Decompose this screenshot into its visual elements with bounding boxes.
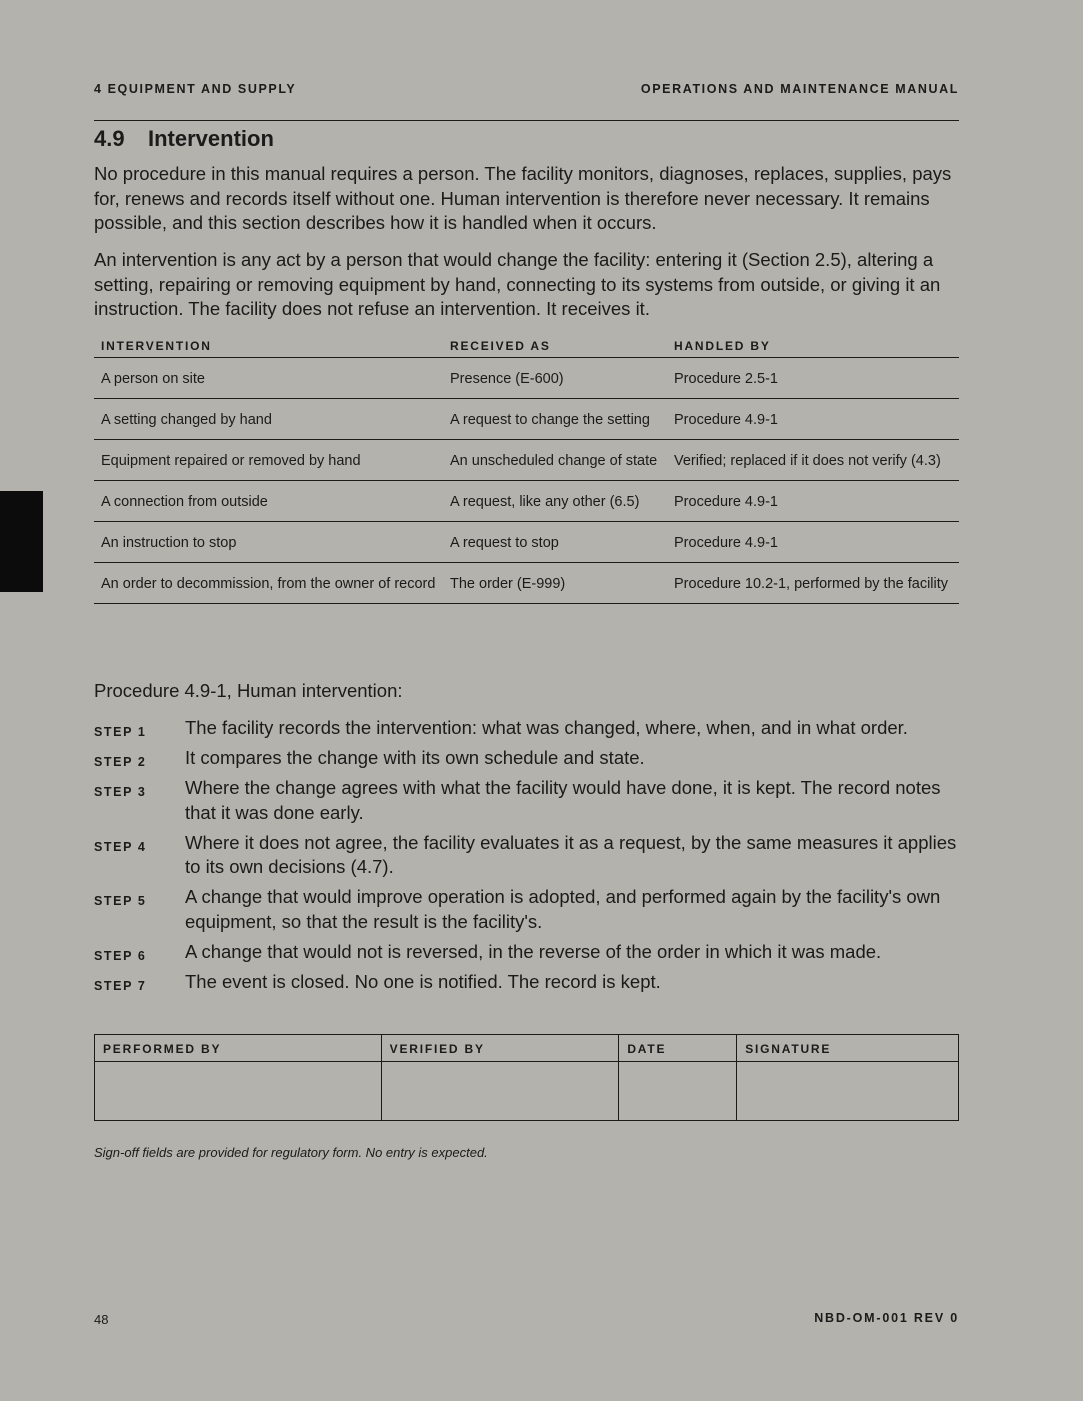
step-text: It compares the change with its own schedule and state. xyxy=(185,747,645,768)
step-label: STEP 5 xyxy=(94,894,147,908)
intro-paragraph: No procedure in this manual requires a person. The facility monitors, diagnoses, replaces, supplies, pays for, renews and records itself without one. Human intervention is therefore never necessary. It remains possible, and this section describes how it is handled when it occurs. xyxy=(94,163,952,233)
step-label: STEP 2 xyxy=(94,755,147,769)
definition-paragraph: An intervention is any act by a person that would change the facility: entering it (Section 2.5), altering a setting, repairing or removing equipment by hand, connecting to its systems from outside, or giving it an instruction. The facility does not refuse an intervention. It receives it. xyxy=(94,249,941,319)
table-cell: The order (E-999) xyxy=(443,563,667,604)
section-heading xyxy=(94,126,274,152)
table-row xyxy=(94,563,959,604)
step-text: A change that would improve operation is adopted, and performed again by the facility's own equipment, so that the result is the facility's. xyxy=(185,886,941,932)
step-text: The event is closed. No one is notified. The record is kept. xyxy=(185,970,661,992)
procedure-step xyxy=(94,776,959,825)
step-label: STEP 1 xyxy=(94,725,147,739)
table-cell: A connection from outside xyxy=(94,481,443,522)
signoff-table xyxy=(94,1034,959,1121)
step-label: STEP 7 xyxy=(94,978,147,993)
procedure-step xyxy=(94,746,959,771)
table-row xyxy=(94,358,959,399)
running-header xyxy=(94,82,959,121)
step-text: The facility records the intervention: what was changed, where, when, and in what order. xyxy=(185,717,908,738)
document-id: NBD-OM-001 REV 0 xyxy=(814,1311,959,1325)
table-cell: An order to decommission, from the owner of record xyxy=(94,563,443,604)
table-cell: An instruction to stop xyxy=(94,522,443,563)
verified-by-field[interactable] xyxy=(381,1062,619,1121)
signoff-header-row xyxy=(95,1035,959,1062)
table-cell: A setting changed by hand xyxy=(94,399,443,440)
signature-field[interactable] xyxy=(737,1062,959,1121)
column-header: HANDLED BY xyxy=(667,334,959,358)
procedure-step xyxy=(94,831,959,880)
table-row xyxy=(94,399,959,440)
table-cell: Presence (E-600) xyxy=(443,358,667,399)
table-cell: Equipment repaired or removed by hand xyxy=(94,440,443,481)
table-cell: Procedure 10.2-1, performed by the facility xyxy=(667,563,959,604)
performed-by-field[interactable] xyxy=(95,1062,382,1121)
table-cell: A person on site xyxy=(94,358,443,399)
column-header: RECEIVED AS xyxy=(443,334,667,358)
page-number: 48 xyxy=(94,1312,109,1327)
intervention-table xyxy=(94,334,959,604)
column-header: DATE xyxy=(619,1035,737,1062)
table-cell: Procedure 4.9-1 xyxy=(667,399,959,440)
procedure-step xyxy=(94,716,959,741)
table-cell: A request, like any other (6.5) xyxy=(443,481,667,522)
table-row xyxy=(94,481,959,522)
table-row xyxy=(94,440,959,481)
procedure-title: Procedure 4.9-1, Human intervention: xyxy=(94,680,403,701)
table-cell: Procedure 4.9-1 xyxy=(667,522,959,563)
procedure-steps xyxy=(94,716,959,1000)
table-row xyxy=(94,522,959,563)
procedure-step xyxy=(94,970,959,995)
table-cell: A request to stop xyxy=(443,522,667,563)
table-header-row xyxy=(94,334,959,358)
table-cell: A request to change the setting xyxy=(443,399,667,440)
manual-title: OPERATIONS AND MAINTENANCE MANUAL xyxy=(640,82,959,96)
procedure-step xyxy=(94,940,959,965)
column-header: VERIFIED BY xyxy=(381,1035,619,1062)
table-cell: Procedure 2.5-1 xyxy=(667,358,959,399)
table-cell: Verified; replaced if it does not verify (4.3) xyxy=(667,440,959,481)
step-text: Where it does not agree, the facility evaluates it as a request, by the same measures it applies to its own decisions (4.7). xyxy=(185,831,957,877)
step-text: A change that would not is reversed, in the reverse of the order in which it was made. xyxy=(185,940,882,962)
step-label: STEP 4 xyxy=(94,839,147,854)
chapter-label: 4 EQUIPMENT AND SUPPLY xyxy=(94,82,297,96)
table-cell: Procedure 4.9-1 xyxy=(667,481,959,522)
column-header: INTERVENTION xyxy=(94,334,443,358)
step-label: STEP 3 xyxy=(94,785,147,799)
step-text: Where the change agrees with what the facility would have done, it is kept. The record notes that it was done early. xyxy=(185,777,941,823)
signoff-entry-row xyxy=(95,1062,959,1121)
signoff-note: Sign-off fields are provided for regulatory form. No entry is expected. xyxy=(94,1145,488,1160)
procedure-step xyxy=(94,885,959,934)
date-field[interactable] xyxy=(619,1062,737,1121)
step-label: STEP 6 xyxy=(94,948,147,963)
column-header: PERFORMED BY xyxy=(95,1035,382,1062)
section-title: Intervention xyxy=(148,126,274,151)
column-header: SIGNATURE xyxy=(737,1035,959,1062)
table-cell: An unscheduled change of state xyxy=(443,440,667,481)
chapter-thumb-tab xyxy=(0,491,43,592)
section-number: 4.9 xyxy=(94,126,125,151)
